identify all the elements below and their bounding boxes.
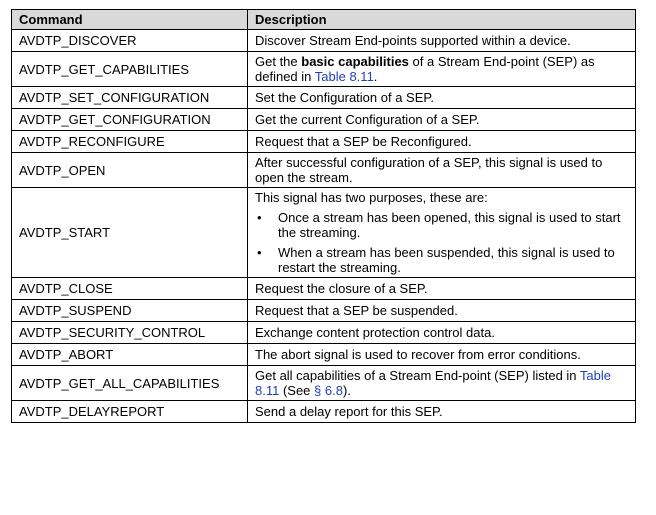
table-row — [12, 322, 636, 344]
table-row — [12, 87, 636, 109]
table-row — [12, 300, 636, 322]
description-cell: Discover Stream End-points supported within a device. — [248, 30, 636, 52]
table-row — [12, 344, 636, 366]
table-row — [12, 366, 636, 401]
bullet-item — [255, 210, 628, 240]
description-cell: Exchange content protection control data. — [248, 322, 636, 344]
description-cell: Get the current Configuration of a SEP. — [248, 109, 636, 131]
table-row — [12, 188, 636, 278]
bullet-text: When a stream has been suspended, this signal is used to restart the streaming. — [278, 245, 615, 275]
table-row — [12, 153, 636, 188]
command-cell: AVDTP_START — [12, 188, 248, 278]
command-cell: AVDTP_OPEN — [12, 153, 248, 188]
description-cell: After successful configuration of a SEP, this signal is used to open the stream. — [248, 153, 636, 188]
description-cell — [248, 52, 636, 87]
bullet-icon: • — [257, 210, 262, 225]
description-cell: Set the Configuration of a SEP. — [248, 87, 636, 109]
description-text: Get all capabilities of a Stream End-point (SEP) listed in — [255, 368, 580, 383]
column-header-description: Description — [248, 10, 636, 30]
table-header-row — [12, 10, 636, 30]
table-row — [12, 30, 636, 52]
command-cell: AVDTP_ABORT — [12, 344, 248, 366]
description-cell: The abort signal is used to recover from error conditions. — [248, 344, 636, 366]
command-cell: AVDTP_DELAYREPORT — [12, 401, 248, 423]
description-cell — [248, 366, 636, 401]
table-row — [12, 131, 636, 153]
command-cell: AVDTP_GET_ALL_CAPABILITIES — [12, 366, 248, 401]
description-text: ). — [342, 383, 351, 398]
command-cell: AVDTP_SET_CONFIGURATION — [12, 87, 248, 109]
table-row — [12, 52, 636, 87]
command-cell: AVDTP_SECURITY_CONTROL — [12, 322, 248, 344]
table-reference-link[interactable]: Table 8.11 — [314, 69, 374, 84]
bullet-text: Once a stream has been opened, this signal is used to start the streaming. — [278, 210, 621, 240]
description-text: Get the — [255, 54, 302, 69]
description-text: (See — [279, 383, 315, 398]
command-cell: AVDTP_DISCOVER — [12, 30, 248, 52]
command-cell: AVDTP_GET_CAPABILITIES — [12, 52, 248, 87]
bullet-icon: • — [257, 245, 262, 260]
command-cell: AVDTP_GET_CONFIGURATION — [12, 109, 248, 131]
description-cell: Request that a SEP be suspended. — [248, 300, 636, 322]
command-cell: AVDTP_RECONFIGURE — [12, 131, 248, 153]
table-row — [12, 278, 636, 300]
description-text: . — [373, 69, 378, 84]
table-row — [12, 401, 636, 423]
avdtp-commands-table — [11, 9, 636, 423]
section-reference-link[interactable]: § 6.8 — [314, 383, 343, 398]
column-header-command: Command — [12, 10, 248, 30]
description-intro: This signal has two purposes, these are: — [255, 190, 488, 205]
command-cell: AVDTP_CLOSE — [12, 278, 248, 300]
table-row — [12, 109, 636, 131]
command-cell: AVDTP_SUSPEND — [12, 300, 248, 322]
description-text: of a Stream End-point (SEP) as defined in — [255, 54, 595, 84]
description-cell — [248, 188, 636, 278]
table-reference-link[interactable]: Table 8.11 — [255, 368, 611, 398]
bold-term: basic capabilities — [301, 54, 409, 69]
bullet-item — [255, 245, 628, 275]
description-cell: Request that a SEP be Reconfigured. — [248, 131, 636, 153]
description-cell: Request the closure of a SEP. — [248, 278, 636, 300]
description-cell: Send a delay report for this SEP. — [248, 401, 636, 423]
